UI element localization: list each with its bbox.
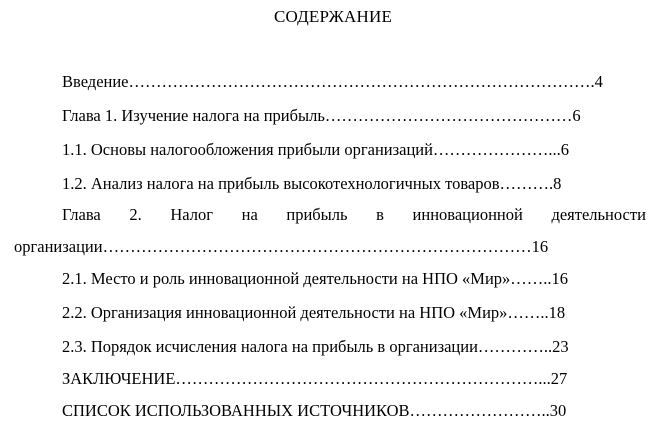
toc-entry-section-2-2: 2.2. Организация инновационной деятельности на НПО «Мир»……..18 — [62, 303, 566, 322]
toc-word: Налог — [170, 205, 213, 224]
toc-word: деятельности — [551, 205, 646, 224]
toc-entry-references: СПИСОК ИСПОЛЬЗОВАННЫХ ИСТОЧНИКОВ……………………..30 — [62, 401, 567, 420]
toc-word: Глава — [62, 205, 101, 224]
toc-entry-section-1-2: 1.2. Анализ налога на прибыль высокотехнологичных товаров……….8 — [62, 174, 562, 193]
toc-word: на — [241, 205, 258, 224]
toc-word: 2. — [129, 205, 142, 224]
toc-entry-section-1-1: 1.1. Основы налогообложения прибыли организаций…………………...6 — [62, 140, 570, 159]
toc-entry-chapter-1: Глава 1. Изучение налога на прибыль………………………………………6 — [62, 106, 581, 125]
toc-entry-section-2-3: 2.3. Порядок исчисления налога на прибыль в организации…………..23 — [62, 337, 569, 356]
toc-entry-conclusion: ЗАКЛЮЧЕНИЕ…………………………………………………………...27 — [62, 369, 568, 388]
toc-entry-chapter-2-first-line — [62, 204, 646, 226]
toc-word: прибыль — [286, 205, 348, 224]
toc-entry-chapter-2-second-line: организации……………………………………………………………………16 — [14, 237, 549, 256]
page-title: СОДЕРЖАНИЕ — [273, 7, 393, 26]
toc-entry-introduction: Введение………………………………………………………………………….4 — [62, 72, 603, 91]
toc-word: инновационной — [412, 205, 523, 224]
toc-entry-section-2-1: 2.1. Место и роль инновационной деятельности на НПО «Мир»……..16 — [62, 269, 569, 288]
toc-word: в — [376, 205, 384, 224]
